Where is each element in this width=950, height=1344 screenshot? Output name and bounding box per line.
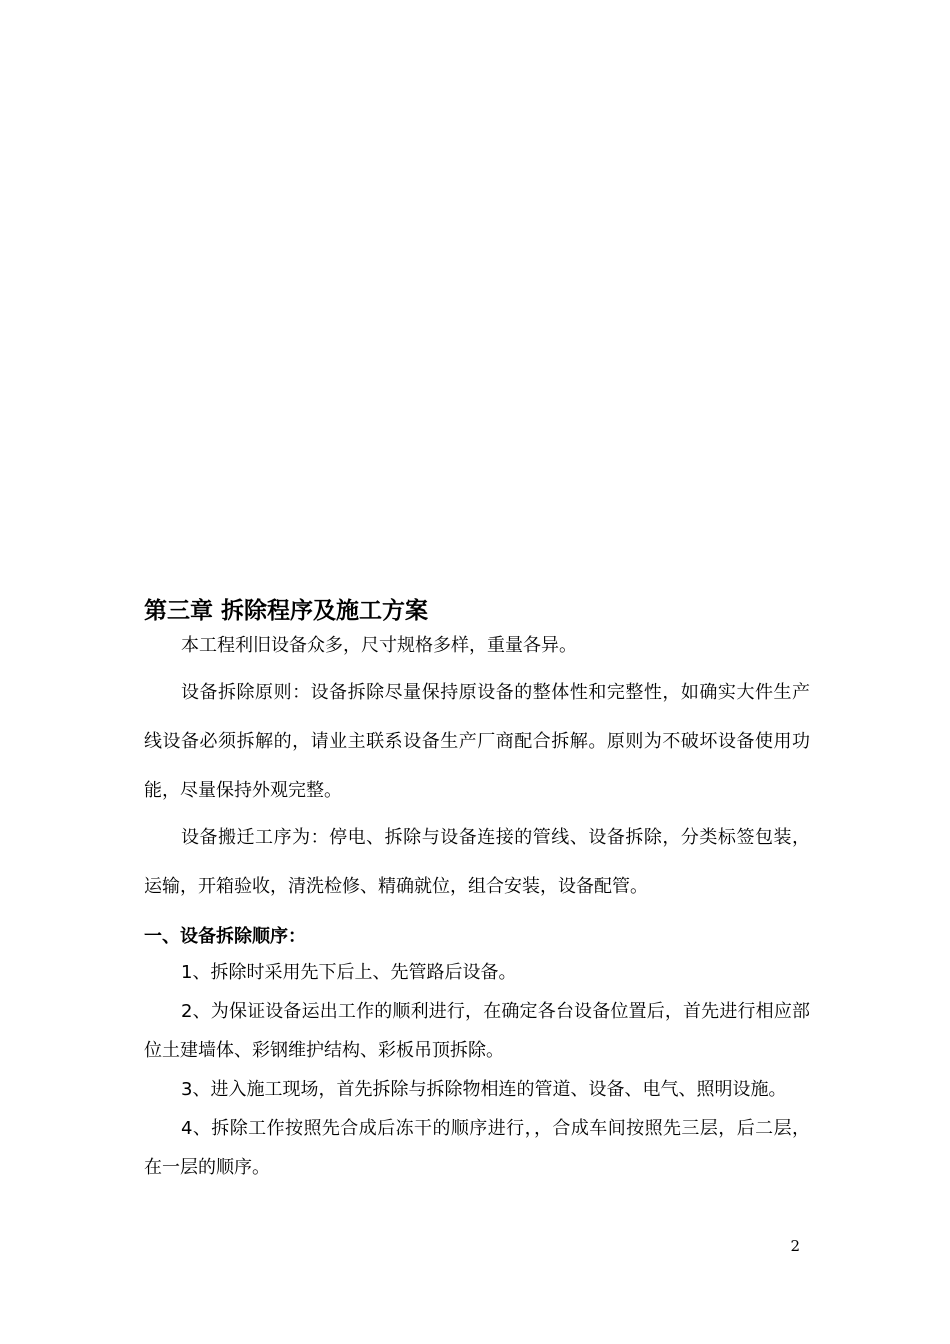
- section-heading: 一、设备拆除顺序：: [144, 926, 306, 947]
- paragraph-relocation-process: 设备搬迁工序为：停电、拆除与设备连接的管线、设备拆除，分类标签包装，运输，开箱验收，清洗检修、精确就位，组合安装，设备配管。: [144, 827, 810, 897]
- chapter-title: 第三章 拆除程序及施工方案: [144, 598, 429, 624]
- paragraph-removal-principle: 设备拆除原则：设备拆除尽量保持原设备的整体性和完整性，如确实大件生产线设备必须拆解的，请业主联系设备生产厂商配合拆解。原则为不破坏设备使用功能，尽量保持外观完整。: [144, 682, 810, 801]
- list-item: 1、拆除时采用先下后上、先管路后设备。: [181, 962, 517, 983]
- list-item: 3、进入施工现场，首先拆除与拆除物相连的管道、设备、电气、照明设施。: [181, 1079, 787, 1100]
- paragraph-intro: 本工程利旧设备众多，尺寸规格多样，重量各异。: [181, 635, 577, 656]
- page-content: [144, 594, 810, 1187]
- list-item: 4、拆除工作按照先合成后冻干的顺序进行，，合成车间按照先三层，后二层，在一层的顺序。: [144, 1118, 810, 1178]
- list-item: 2、为保证设备运出工作的顺利进行，在确定各台设备位置后，首先进行相应部位土建墙体、彩钢维护结构、彩板吊顶拆除。: [144, 1001, 810, 1061]
- removal-order-list: [144, 953, 810, 1187]
- page-number: 2: [790, 1237, 800, 1255]
